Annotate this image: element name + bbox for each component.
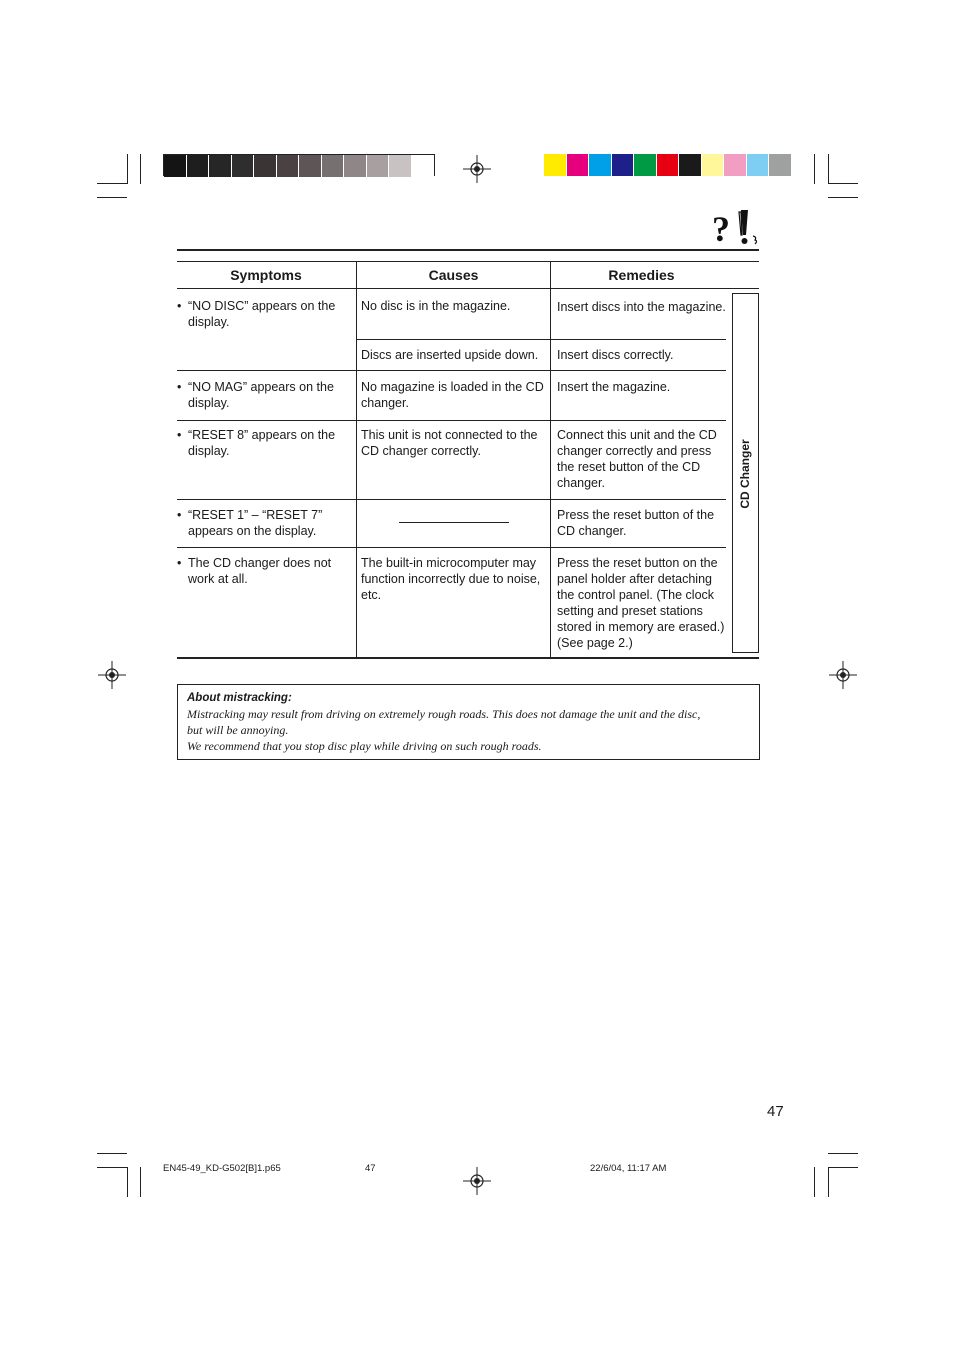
symptom-no-disc: • “NO DISC” appears on the display. [177,298,355,330]
registration-target-icon [463,155,491,183]
color-swatch [679,154,702,176]
note-line-2: but will be annoying. [187,723,289,737]
gray-swatch [254,155,277,177]
color-swatch [657,154,680,176]
remedy-panel-reset: Press the reset button on the panel holder after detaching the control panel. (The clock setting and preset stations stored in memory are erased.) (See page 2.) [557,556,725,650]
gray-swatch [164,155,187,177]
gray-calibration-bar [163,154,435,176]
header-symptoms: Symptoms [230,267,302,283]
mistracking-note [177,684,760,760]
color-swatch [724,154,747,176]
remedy-insert-discs: Insert discs into the magazine. [557,300,726,314]
gray-swatch [322,155,345,177]
color-swatch [702,154,725,176]
color-swatch [769,154,792,176]
footer-page: 47 [365,1163,376,1174]
note-line-3: We recommend that you stop disc play while driving on such rough roads. [187,739,542,753]
gray-swatch [367,155,390,177]
remedy-connect-reset: Connect this unit and the CD changer correctly and press the reset button of the CD changer. [557,428,717,490]
header-causes: Causes [428,267,479,283]
color-calibration-bar [544,154,792,176]
gray-swatch [209,155,232,177]
footer-timestamp: 22/6/04, 11:17 AM [590,1163,667,1174]
table-top-rule [177,249,759,251]
color-swatch [747,154,770,176]
page-number: 47 [767,1103,784,1120]
note-title: About mistracking: [187,692,292,704]
gray-swatch [232,155,255,177]
header-remedies: Remedies [608,267,675,283]
symptom-reset-8: • “RESET 8” appears on the display. [177,427,355,459]
color-swatch [634,154,657,176]
color-swatch [612,154,635,176]
gray-swatch [187,155,210,177]
symptom-no-mag: • “NO MAG” appears on the display. [177,379,355,411]
gray-swatch [412,155,435,177]
color-swatch [589,154,612,176]
remedy-press-reset: Press the reset button of the CD changer. [557,508,715,538]
color-swatch [544,154,567,176]
color-swatch [567,154,590,176]
svg-text:?: ? [712,209,730,246]
registration-target-icon [829,661,857,689]
question-exclamation-icon [712,208,760,246]
gray-swatch [344,155,367,177]
symptom-not-working: • The CD changer does not work at all. [177,555,355,587]
gray-swatch [389,155,412,177]
note-line-1: Mistracking may result from driving on extremely rough roads. This does not damage the unit and the disc, [187,707,701,721]
symptom-reset-1-7: • “RESET 1” – “RESET 7” appears on the display. [177,507,355,539]
cause-no-magazine: No magazine is loaded in the CD changer. [361,380,544,410]
cause-microcomputer: The built-in microcomputer may function incorrectly due to noise, etc. [361,556,541,602]
gray-swatch [299,155,322,177]
gray-swatch [277,155,300,177]
remedy-insert-correctly: Insert discs correctly. [557,348,674,362]
section-side-label: CD Changer [738,439,752,509]
cause-not-connected: This unit is not connected to the CD changer correctly. [361,428,538,458]
registration-target-icon [463,1167,491,1195]
cause-no-disc: No disc is in the magazine. [361,299,511,313]
table-bottom-rule [177,657,759,659]
registration-target-icon [98,661,126,689]
remedy-insert-magazine: Insert the magazine. [557,380,671,394]
cause-upside-down: Discs are inserted upside down. [361,348,539,362]
footer-filename: EN45-49_KD-G502[B]1.p65 [163,1163,281,1174]
